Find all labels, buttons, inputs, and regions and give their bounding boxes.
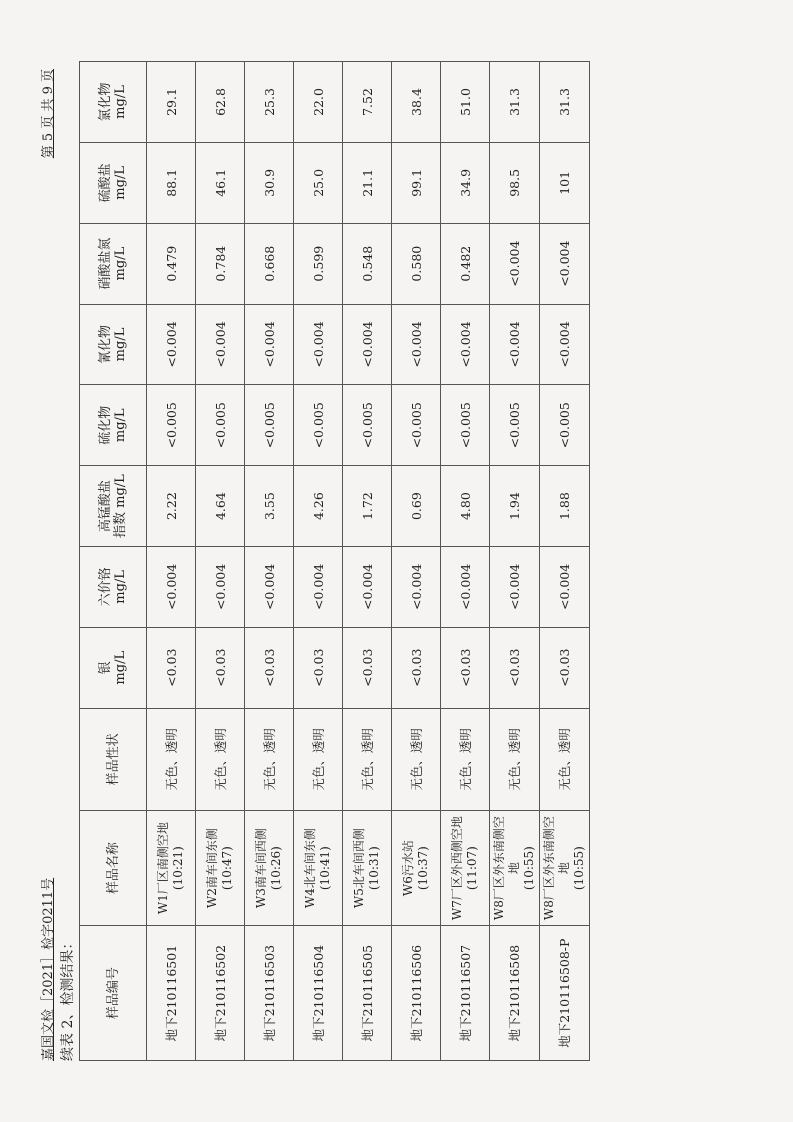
report-number: 嘉国文检［2021］检字0211号 — [41, 877, 56, 1061]
table-cell-ag: <0.03 — [147, 627, 196, 708]
column-header-unit: mg/L — [113, 166, 128, 200]
table-cell-no3: 0.548 — [343, 223, 392, 304]
sample-time: (10:21) — [171, 846, 185, 891]
table-cell-cr6: <0.004 — [294, 547, 343, 628]
table-cell-so4: 34.9 — [441, 142, 490, 223]
column-header — [80, 627, 147, 708]
sample-time: (10:37) — [416, 846, 430, 891]
column-header-label: 氰化物 — [98, 324, 113, 364]
table-cell-cl: 7.52 — [343, 62, 392, 143]
table-cell-no3: <0.004 — [490, 223, 540, 304]
table-cell-ag: <0.03 — [245, 627, 294, 708]
sample-time: (10:31) — [367, 846, 381, 891]
table-cell-so4: 101 — [540, 142, 590, 223]
table-cell-cl: 38.4 — [392, 62, 441, 143]
column-header — [80, 62, 147, 143]
column-header-label: 硝酸盐氮 — [98, 237, 113, 290]
table-cell-prop: 无色、透明 — [294, 708, 343, 810]
table-row — [294, 62, 343, 1061]
table-cell-no3: 0.668 — [245, 223, 294, 304]
table-row — [392, 62, 441, 1061]
table-cell-id: 地下210116501 — [147, 926, 196, 1061]
column-header — [80, 811, 147, 926]
rotated-report — [37, 61, 757, 1061]
column-header-unit: mg/L — [113, 85, 128, 119]
table-cell-kmno4: 1.88 — [540, 466, 590, 547]
column-header — [80, 708, 147, 810]
table-row — [245, 62, 294, 1061]
table-cell-prop: 无色、透明 — [490, 708, 540, 810]
column-header — [80, 547, 147, 628]
table-cell-cr6: <0.004 — [441, 547, 490, 628]
table-header-row — [80, 62, 147, 1061]
table-cell-no3: 0.479 — [147, 223, 196, 304]
table-cell-ag: <0.03 — [441, 627, 490, 708]
table-cell-so4: 99.1 — [392, 142, 441, 223]
table-cell-id: 地下210116507 — [441, 926, 490, 1061]
table-caption: 续表 2、检测结果： — [60, 935, 76, 1061]
table-cell-s: <0.005 — [392, 385, 441, 466]
table-cell-kmno4: 3.55 — [245, 466, 294, 547]
sample-name: W8厂区外东南侧空地 — [542, 816, 571, 921]
table-cell-id: 地下210116508 — [490, 926, 540, 1061]
table-cell-kmno4: 1.72 — [343, 466, 392, 547]
column-header — [80, 466, 147, 547]
sample-time: (10:41) — [318, 846, 332, 891]
table-cell-cn: <0.004 — [441, 304, 490, 385]
table-cell-prop: 无色、透明 — [245, 708, 294, 810]
table-cell-prop: 无色、透明 — [343, 708, 392, 810]
column-header — [80, 142, 147, 223]
table-cell-id: 地下210116504 — [294, 926, 343, 1061]
table-cell-name — [540, 811, 590, 926]
table-cell-cr6: <0.004 — [147, 547, 196, 628]
table-cell-s: <0.005 — [490, 385, 540, 466]
table-cell-cl: 31.3 — [490, 62, 540, 143]
sample-name: W3南车间西侧 — [254, 828, 268, 909]
sample-name: W5北车间西侧 — [352, 828, 366, 909]
table-cell-prop: 无色、透明 — [441, 708, 490, 810]
table-cell-cn: <0.004 — [343, 304, 392, 385]
table-cell-cr6: <0.004 — [392, 547, 441, 628]
sample-name: W4北车间东侧 — [303, 828, 317, 909]
table-cell-s: <0.005 — [540, 385, 590, 466]
table-cell-cn: <0.004 — [294, 304, 343, 385]
table-cell-cl: 62.8 — [196, 62, 245, 143]
column-header-unit: mg/L — [113, 327, 128, 362]
table-row — [147, 62, 196, 1061]
table-cell-no3: 0.599 — [294, 223, 343, 304]
table-cell-cn: <0.004 — [147, 304, 196, 385]
table-cell-so4: 21.1 — [343, 142, 392, 223]
table-cell-ag: <0.03 — [392, 627, 441, 708]
sample-time: (10:55) — [522, 846, 536, 891]
table-cell-s: <0.005 — [245, 385, 294, 466]
table-cell-cr6: <0.004 — [245, 547, 294, 628]
table-cell-so4: 46.1 — [196, 142, 245, 223]
sample-name: W1厂区南侧空地 — [156, 822, 170, 915]
table-cell-cn: <0.004 — [392, 304, 441, 385]
table-cell-name — [441, 811, 490, 926]
table-cell-cl: 51.0 — [441, 62, 490, 143]
table-cell-cn: <0.004 — [490, 304, 540, 385]
table-cell-kmno4: 0.69 — [392, 466, 441, 547]
table-cell-name — [392, 811, 441, 926]
table-cell-so4: 88.1 — [147, 142, 196, 223]
table-row — [490, 62, 540, 1061]
table-row — [441, 62, 490, 1061]
table-cell-prop: 无色、透明 — [147, 708, 196, 810]
table-cell-prop: 无色、透明 — [540, 708, 590, 810]
table-cell-name — [147, 811, 196, 926]
table-cell-s: <0.005 — [147, 385, 196, 466]
sample-time: (11:07) — [465, 846, 479, 891]
column-header-label: 样品编号 — [105, 967, 121, 1020]
table-cell-id: 地下210116508-P — [540, 926, 590, 1061]
column-header-unit: mg/L — [113, 570, 128, 604]
table-cell-cr6: <0.004 — [343, 547, 392, 628]
table-cell-s: <0.005 — [441, 385, 490, 466]
table-cell-kmno4: 4.26 — [294, 466, 343, 547]
sample-name: W6污水站 — [401, 840, 415, 897]
table-cell-cl: 29.1 — [147, 62, 196, 143]
sample-name: W2南车间东侧 — [205, 828, 219, 909]
table-cell-s: <0.005 — [196, 385, 245, 466]
table-row — [343, 62, 392, 1061]
table-cell-cl: 25.3 — [245, 62, 294, 143]
table-cell-no3: 0.580 — [392, 223, 441, 304]
column-header-label: 样品性状 — [105, 733, 121, 786]
table-cell-prop: 无色、透明 — [392, 708, 441, 810]
table-cell-kmno4: 4.80 — [441, 466, 490, 547]
sample-name: W8厂区外东南侧空地 — [492, 816, 521, 921]
table-row — [540, 62, 590, 1061]
column-header-unit: mg/L — [113, 650, 128, 685]
table-cell-ag: <0.03 — [294, 627, 343, 708]
table-cell-no3: 0.482 — [441, 223, 490, 304]
table-cell-so4: 25.0 — [294, 142, 343, 223]
table-cell-s: <0.005 — [294, 385, 343, 466]
table-cell-kmno4: 1.94 — [490, 466, 540, 547]
page-info: 第 5 页 共 9 页 — [41, 69, 56, 159]
table-cell-kmno4: 4.64 — [196, 466, 245, 547]
table-cell-id: 地下210116506 — [392, 926, 441, 1061]
table-cell-cr6: <0.004 — [540, 547, 590, 628]
sample-time: (10:47) — [220, 846, 234, 891]
column-header — [80, 223, 147, 304]
table-cell-ag: <0.03 — [490, 627, 540, 708]
table-cell-id: 地下210116505 — [343, 926, 392, 1061]
table-cell-ag: <0.03 — [343, 627, 392, 708]
table-cell-cl: 31.3 — [540, 62, 590, 143]
table-cell-cn: <0.004 — [196, 304, 245, 385]
column-header-unit: 指数 mg/L — [113, 474, 128, 538]
table-cell-prop: 无色、透明 — [196, 708, 245, 810]
column-header-label: 六价铬 — [98, 567, 113, 607]
table-body — [147, 62, 590, 1061]
table-cell-no3: <0.004 — [540, 223, 590, 304]
table-cell-cn: <0.004 — [540, 304, 590, 385]
table-cell-cl: 22.0 — [294, 62, 343, 143]
table-cell-name — [490, 811, 540, 926]
sample-time: (10:55) — [572, 846, 586, 891]
column-header-unit: mg/L — [113, 408, 128, 443]
column-header — [80, 385, 147, 466]
table-cell-id: 地下210116502 — [196, 926, 245, 1061]
table-cell-id: 地下210116503 — [245, 926, 294, 1061]
column-header-label: 硫化物 — [98, 405, 113, 445]
column-header-label: 样品名称 — [105, 842, 121, 895]
table-cell-cr6: <0.004 — [490, 547, 540, 628]
column-header — [80, 926, 147, 1061]
table-cell-so4: 98.5 — [490, 142, 540, 223]
table-cell-so4: 30.9 — [245, 142, 294, 223]
sample-time: (10:26) — [269, 846, 283, 891]
results-table — [79, 61, 590, 1061]
table-cell-cn: <0.004 — [245, 304, 294, 385]
table-cell-kmno4: 2.22 — [147, 466, 196, 547]
column-header-label: 银 — [98, 661, 113, 675]
column-header-label: 氯化物 — [98, 82, 113, 122]
table-cell-name — [196, 811, 245, 926]
sample-name: W7厂区外西侧空地 — [450, 816, 464, 921]
column-header-label: 高锰酸盐 — [98, 480, 113, 533]
table-cell-cr6: <0.004 — [196, 547, 245, 628]
table-cell-no3: 0.784 — [196, 223, 245, 304]
table-cell-ag: <0.03 — [196, 627, 245, 708]
table-cell-name — [245, 811, 294, 926]
table-cell-s: <0.005 — [343, 385, 392, 466]
table-cell-name — [343, 811, 392, 926]
table-row — [196, 62, 245, 1061]
table-cell-ag: <0.03 — [540, 627, 590, 708]
table-cell-name — [294, 811, 343, 926]
column-header-label: 硫酸盐 — [98, 163, 113, 203]
column-header-unit: mg/L — [113, 246, 128, 281]
column-header — [80, 304, 147, 385]
